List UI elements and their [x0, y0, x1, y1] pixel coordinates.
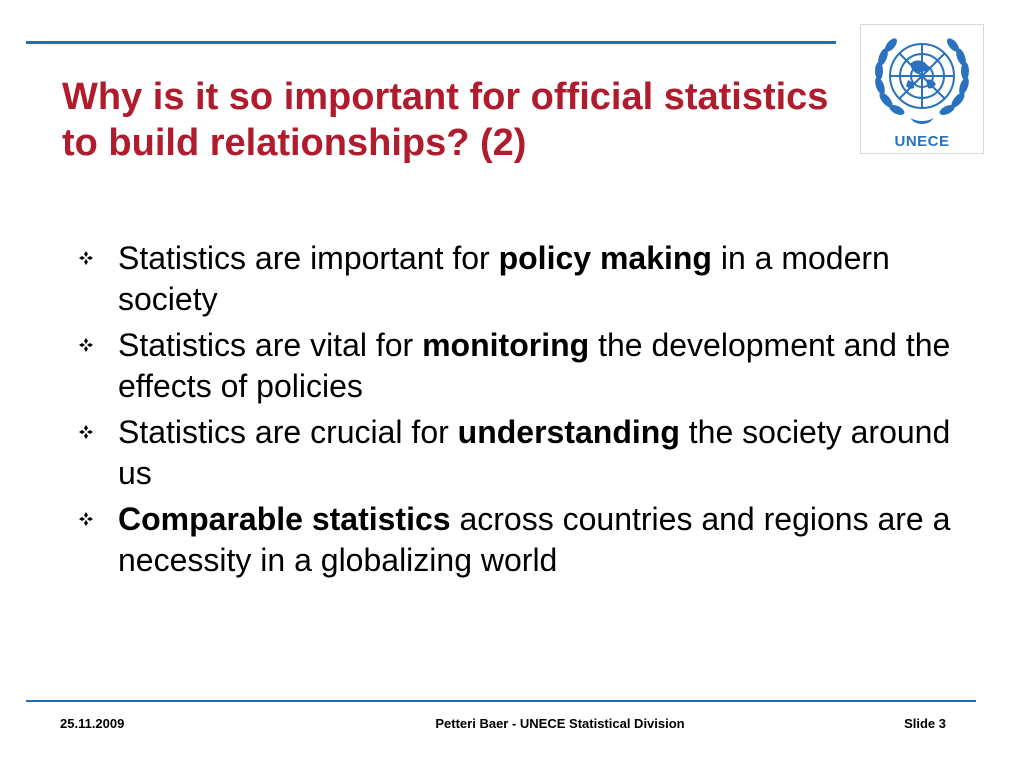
bullet-list: [78, 238, 958, 586]
bullet-text: across countries and regions are a necessity in a globalizing world: [118, 501, 951, 578]
four-diamond-bullet-icon: [78, 424, 94, 440]
bullet-item: [78, 412, 958, 494]
four-diamond-bullet-icon: [78, 511, 94, 527]
footer-date: 25.11.2009: [60, 716, 125, 731]
top-divider: [26, 41, 836, 44]
bullet-text: Statistics are crucial for: [118, 414, 458, 450]
bullet-item: [78, 238, 958, 320]
bullet-text: Statistics are vital for: [118, 327, 423, 363]
un-emblem-icon: [870, 30, 974, 130]
bullet-emphasis: understanding: [457, 414, 680, 450]
bullet-text: the society around us: [118, 414, 951, 491]
bullet-item: [78, 325, 958, 407]
footer-author: Petteri Baer - UNECE Statistical Division: [435, 716, 685, 731]
bullet-text: Statistics are important for: [118, 240, 499, 276]
bullet-text: in a modern society: [118, 240, 890, 317]
bottom-divider: [26, 700, 976, 702]
slide-title: Why is it so important for official statistics to build relationships? (2): [62, 76, 829, 164]
unece-logo: [860, 24, 984, 154]
four-diamond-bullet-icon: [78, 250, 94, 266]
bullet-item: [78, 499, 958, 581]
footer-slide-number: Slide 3: [904, 716, 946, 731]
bullet-emphasis: Comparable statistics: [118, 501, 451, 537]
bullet-text: the development and the effects of policies: [118, 327, 951, 404]
bullet-emphasis: policy making: [498, 240, 712, 276]
logo-label: UNECE: [894, 133, 950, 150]
bullet-emphasis: monitoring: [422, 327, 590, 363]
four-diamond-bullet-icon: [78, 337, 94, 353]
